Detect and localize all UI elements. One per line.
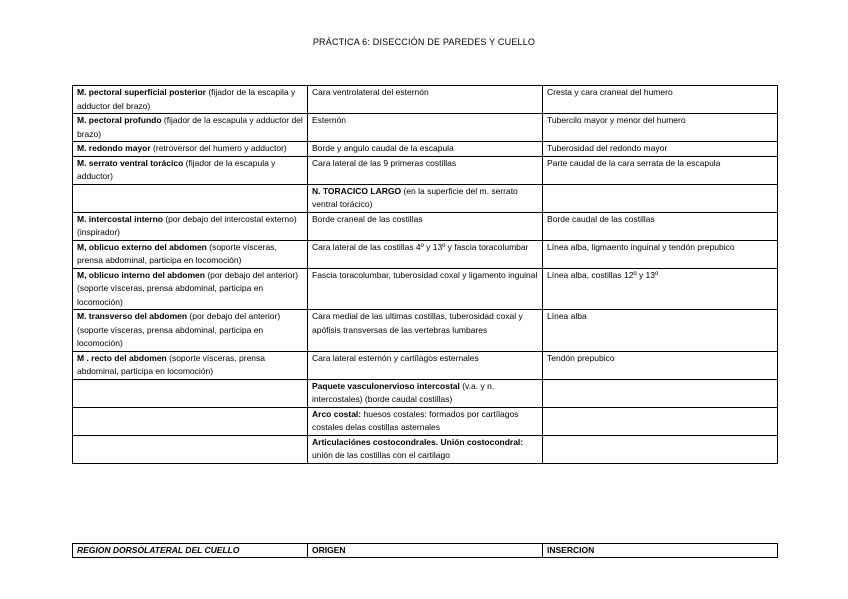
origin-cell bbox=[308, 435, 543, 463]
muscle-cell bbox=[73, 407, 308, 435]
insertion-cell-text: Tuberosidad del redondo mayor bbox=[547, 143, 668, 153]
muscle-cell-bold: M. transverso del abdomen bbox=[77, 311, 188, 321]
origin-cell bbox=[308, 310, 543, 352]
table-row bbox=[73, 351, 778, 379]
muscle-cell bbox=[73, 310, 308, 352]
muscle-cell-bold: M. pectoral superficial posterior bbox=[77, 87, 206, 97]
insertion-cell bbox=[543, 142, 778, 157]
muscle-cell-text: (soporte vísceras, prensa abdominal, participa en locomoción) bbox=[77, 241, 277, 265]
origin-cell-bold: Arco costal: bbox=[312, 408, 362, 419]
table-row bbox=[73, 114, 778, 142]
insertion-cell bbox=[543, 86, 778, 114]
origin-cell-text: Borde y angulo caudal de la escapula bbox=[312, 143, 454, 153]
muscle-table bbox=[72, 85, 778, 464]
neck-region-table bbox=[72, 543, 778, 558]
origin-cell-text: (en la superficie del m. serrato ventral torácico) bbox=[312, 185, 518, 209]
muscle-cell bbox=[73, 435, 308, 463]
muscle-cell bbox=[73, 240, 308, 268]
insertion-cell bbox=[543, 268, 778, 310]
insertion-cell-text: Línea alba bbox=[547, 311, 587, 321]
origin-cell-bold: N. TORACICO LARGO bbox=[312, 185, 402, 196]
origin-cell-text: Cara lateral esternón y cartílagos esternales bbox=[312, 352, 479, 363]
origin-header: ORIGEN bbox=[308, 544, 543, 558]
table-row bbox=[73, 407, 778, 435]
table-row bbox=[73, 379, 778, 407]
insertion-cell-text: Línea alba, ligmaento inguinal y tendón prepubico bbox=[547, 241, 735, 252]
insertion-cell bbox=[543, 407, 778, 435]
muscle-cell-text: (fijador de la escapula y adductor del brazo) bbox=[77, 115, 303, 139]
muscle-cell-text: (fijador de la escapula y adductor) bbox=[77, 157, 276, 181]
muscle-cell bbox=[73, 351, 308, 379]
muscle-cell-bold: M. pectoral profundo bbox=[77, 115, 162, 125]
origin-cell bbox=[308, 86, 543, 114]
insertion-cell-text: Tubercilo mayor y menor del humero bbox=[547, 115, 686, 125]
table-header-row bbox=[73, 544, 778, 558]
muscle-cell bbox=[73, 86, 308, 114]
region-header: REGION DORSOLATERAL DEL CUELLO bbox=[73, 544, 308, 558]
table-row bbox=[73, 268, 778, 310]
muscle-cell-text: (por debajo del intercostal externo) (inspirador) bbox=[77, 213, 297, 237]
origin-cell-text: Cara medial de las ultimas costillas, tuberosidad coxal y apófisis transversas de las vertebras lumbares bbox=[312, 311, 523, 335]
origin-cell-text: huesos costales: formados por cartílagos costales delas costillas asternales bbox=[312, 408, 519, 432]
origin-cell bbox=[308, 379, 543, 407]
muscle-cell-text: (por debajo del anterior) (soporte vísceras, prensa abdominal, participa en locomoción) bbox=[77, 311, 281, 348]
muscle-cell-bold: M. serrato ventral torácico bbox=[77, 157, 184, 168]
muscle-cell-bold: M, oblicuo externo del abdomen bbox=[77, 241, 207, 252]
muscle-cell bbox=[73, 212, 308, 240]
origin-cell-text: Fascia toracolumbar, tuberosidad coxal y ligamento inguinal bbox=[312, 269, 538, 280]
muscle-cell-bold: M, oblicuo interno del abdomen bbox=[77, 269, 205, 280]
insertion-cell bbox=[543, 114, 778, 142]
origin-cell-bold: Articulaciónes costocondrales. Unión costocondral: bbox=[312, 436, 524, 447]
origin-cell-text: Borde craneal de las costillas bbox=[312, 213, 423, 224]
insertion-cell bbox=[543, 240, 778, 268]
muscle-cell-text: (retroversor del humero y adductor) bbox=[150, 143, 287, 153]
muscle-cell-text: (fijador de la escapila y adductor del brazo) bbox=[77, 87, 296, 111]
muscle-cell-bold: M. redondo mayor bbox=[77, 143, 151, 153]
muscle-cell bbox=[73, 114, 308, 142]
muscle-cell bbox=[73, 184, 308, 212]
insertion-header: INSERCION bbox=[543, 544, 778, 558]
muscle-cell bbox=[73, 379, 308, 407]
table-row bbox=[73, 156, 778, 184]
insertion-cell bbox=[543, 435, 778, 463]
muscle-cell-text: (por debajo del anterior) (soporte vísceras, prensa abdominal, participa en locomoción) bbox=[77, 269, 299, 307]
origin-cell bbox=[308, 156, 543, 184]
insertion-cell bbox=[543, 351, 778, 379]
insertion-cell-text: Tendón prepubico bbox=[547, 352, 615, 363]
origin-cell-text: Cara lateral de las costillas 4º y 13º y fascia toracolumbar bbox=[312, 241, 529, 252]
origin-cell bbox=[308, 212, 543, 240]
table-row bbox=[73, 435, 778, 463]
origin-cell bbox=[308, 407, 543, 435]
insertion-cell-text: Borde caudal de las costillas bbox=[547, 213, 655, 224]
origin-cell-text: Esternón bbox=[312, 115, 347, 125]
muscle-cell-bold: M. intercostal interno bbox=[77, 213, 163, 224]
origin-cell-text: unión de las costillas con el cartilago bbox=[312, 450, 450, 460]
origin-cell bbox=[308, 351, 543, 379]
origin-cell bbox=[308, 184, 543, 212]
table-row bbox=[73, 240, 778, 268]
origin-cell bbox=[308, 268, 543, 310]
insertion-cell-text: Cresta y cara craneal del humero bbox=[547, 87, 673, 97]
origin-cell-text: (v.a. y n. intercostales) (borde caudal costillas) bbox=[312, 380, 495, 404]
page-title: PRÁCTICA 6: DISECCIÓN DE PAREDES Y CUELLO bbox=[312, 37, 536, 47]
insertion-cell bbox=[543, 310, 778, 352]
origin-cell bbox=[308, 114, 543, 142]
muscle-cell-bold: M . recto del abdomen bbox=[77, 352, 167, 363]
muscle-cell-text: (soporte vísceras, prensa abdominal, participa en locomoción) bbox=[77, 352, 266, 376]
insertion-cell bbox=[543, 212, 778, 240]
table-row bbox=[73, 310, 778, 352]
table-row bbox=[73, 212, 778, 240]
insertion-cell-text: Línea alba, costillas 12º y 13º bbox=[547, 269, 659, 280]
origin-cell bbox=[308, 142, 543, 157]
table-row bbox=[73, 142, 778, 157]
table-row bbox=[73, 184, 778, 212]
insertion-cell bbox=[543, 156, 778, 184]
insertion-cell-text: Parte caudal de la cara serrata de la escapula bbox=[547, 157, 721, 168]
table-row bbox=[73, 86, 778, 114]
origin-cell-text: Cara lateral de las 9 primeras costillas bbox=[312, 157, 457, 168]
muscle-cell bbox=[73, 156, 308, 184]
origin-cell-text: Cara ventrolateral del esternón bbox=[312, 87, 429, 97]
insertion-cell bbox=[543, 184, 778, 212]
origin-cell bbox=[308, 240, 543, 268]
muscle-cell bbox=[73, 142, 308, 157]
origin-cell-bold: Paquete vasculonervioso intercostal bbox=[312, 380, 460, 391]
muscle-cell bbox=[73, 268, 308, 310]
insertion-cell bbox=[543, 379, 778, 407]
